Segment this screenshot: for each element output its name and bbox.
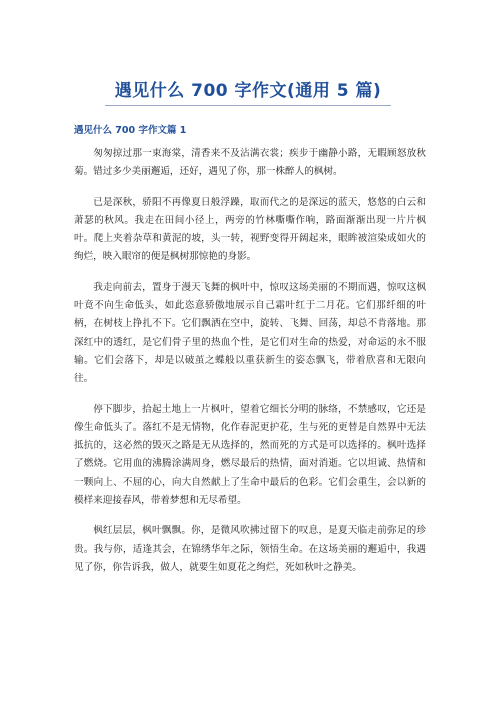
paragraph-4: 停下脚步，拾起土地上一片枫叶，望着它细长分明的脉络，不禁感叹，它还是像生命低头了。落红不是无情物，化作春泥更护花，生与死的更替是自然界中无法抵抗的，这必然的毁灭之路是无从选择的，然而死的方式是可以选择的。枫叶选择了燃烧。它用血的沸腾涂满周身，燃尽最后的热情，面对消逝。它以坦诚、热情和一颗向上、不屈的心，向大自然献上了生命中最后的色彩。它们会重生，会以新的模样来迎接春风，带着梦想和无尽希望。 [74, 403, 426, 507]
paragraph-2: 已是深秋，骄阳不再像夏日般浮躁，取而代之的是深远的蓝天，悠悠的白云和萧瑟的秋风。我走在田间小径上，两旁的竹林嘶嘶作响，路面渐渐出现一片片枫叶。爬上夹着杂草和黄泥的坡，头一转，视野变得开阔起来，眼眸被渲染成如火的绚烂，映入眼帘的便是枫树那惊艳的身影。 [74, 196, 426, 263]
section-heading: 遇见什么 700 字作文篇 1 [74, 125, 187, 136]
paragraph-1: 匆匆掠过那一束海棠，清香来不及沾满衣裳；疾步于幽静小路，无暇顾怒放秋菊。错过多少美丽邂逅，还好，遇见了你，那一株醉人的枫树。 [74, 148, 426, 178]
title-container [0, 70, 496, 106]
document-title: 遇见什么 700 字作文(通用 5 篇) [105, 70, 392, 106]
paragraph-3: 我走向前去，置身于漫天飞舞的枫叶中，惊叹这场美丽的不期而遇，惊叹这枫叶竟不向生命低头，如此恣意骄傲地展示自己霜叶红于二月花。它们那纤细的叶柄，在树枝上挣扎不下。它们飘洒在空中，旋转、飞舞、回荡，却总不肯落地。那深红中的透红，是它们骨子里的热血个性，是它们对生命的热爱，对命运的永不服输。它们会落下，却是以破茧之蝶般以重获新生的姿态飘飞，带着欣喜和无限向往。 [74, 281, 426, 385]
paragraph-5: 枫红层层，枫叶飘飘。你，是微风吹拂过留下的叹息，是夏天临走前弥足的珍贵。我与你，适逢其会，在锦绣华年之际，领悟生命。在这场美丽的邂逅中，我遇见了你，你告诉我，做人，就要生如夏花之绚烂，死如秋叶之静美。 [74, 525, 426, 573]
article-body [74, 145, 426, 589]
